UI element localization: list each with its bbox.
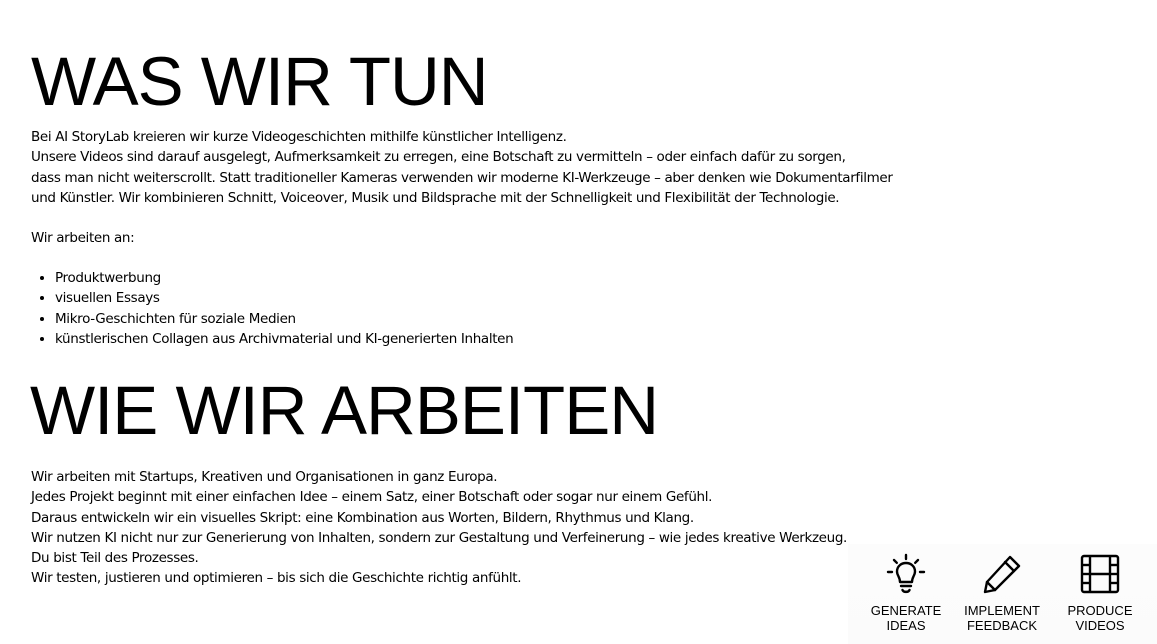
section-title-wie-wir-arbeiten: WIE WIR ARBEITEN (30, 372, 659, 449)
feature-label: IMPLEMENT FEEDBACK (964, 603, 1040, 633)
list-item: • künstlerischen Collagen aus Archivmaterial und KI-generierten Inhalten (55, 329, 513, 349)
pencil-icon (980, 552, 1024, 596)
process-line: Wir testen, justieren und optimieren – bis sich die Geschichte richtig anfühlt. (31, 570, 522, 587)
features-strip (848, 544, 1157, 644)
feature-produce-videos (1055, 552, 1145, 633)
feature-label: GENERATE IDEAS (870, 603, 942, 633)
feature-label: PRODUCE VIDEOS (1067, 603, 1133, 633)
process-line: Wir arbeiten mit Startups, Kreativen und Organisationen in ganz Europa. (31, 469, 498, 485)
feature-generate-ideas (861, 552, 951, 633)
intro-line: Bei AI StoryLab kreieren wir kurze Videogeschichten mithilfe künstlicher Intelligenz. (31, 129, 567, 145)
process-line: Jedes Projekt beginnt mit einer einfachen Idee – einem Satz, einer Botschaft oder sogar nur einem Gefühl. (31, 489, 713, 506)
process-line: Daraus entwickeln wir ein visuelles Skript: eine Kombination aus Worten, Bildern, Rhythmus und Klang. (31, 509, 694, 526)
section-title-was-wir-tun: WAS WIR TUN (31, 43, 488, 120)
lightbulb-icon (884, 552, 928, 596)
process-line: Wir nutzen KI nicht nur zur Generierung von Inhalten, sondern zur Gestaltung und Verfeinerung – wie jedes kreative Werkzeug. (31, 529, 848, 546)
list-item: • visuellen Essays (55, 288, 513, 308)
feature-implement-feedback (957, 552, 1047, 633)
work-intro-text: Wir arbeiten an: (31, 230, 135, 246)
intro-line: Unsere Videos sind darauf ausgelegt, Aufmerksamkeit zu erregen, eine Botschaft zu vermitteln – oder einfach dafür zu sorgen, (31, 149, 846, 166)
list-item: • Mikro-Geschichten für soziale Medien (55, 309, 513, 329)
process-paragraph (31, 467, 847, 589)
film-strip-icon (1078, 552, 1122, 596)
intro-paragraph (31, 127, 893, 208)
list-item: • Produktwerbung (55, 268, 513, 288)
intro-line: dass man nicht weiterscrollt. Statt traditioneller Kameras verwenden wir moderne KI-Werkzeuge – aber denken wie Dokumentarfilmer (31, 169, 893, 186)
process-line: Du bist Teil des Prozesses. (31, 550, 199, 567)
intro-line: und Künstler. Wir kombinieren Schnitt, Voiceover, Musik und Bildsprache mit der Schnelligkeit und Flexibilität der Technologie. (31, 189, 840, 206)
services-list (31, 268, 513, 349)
